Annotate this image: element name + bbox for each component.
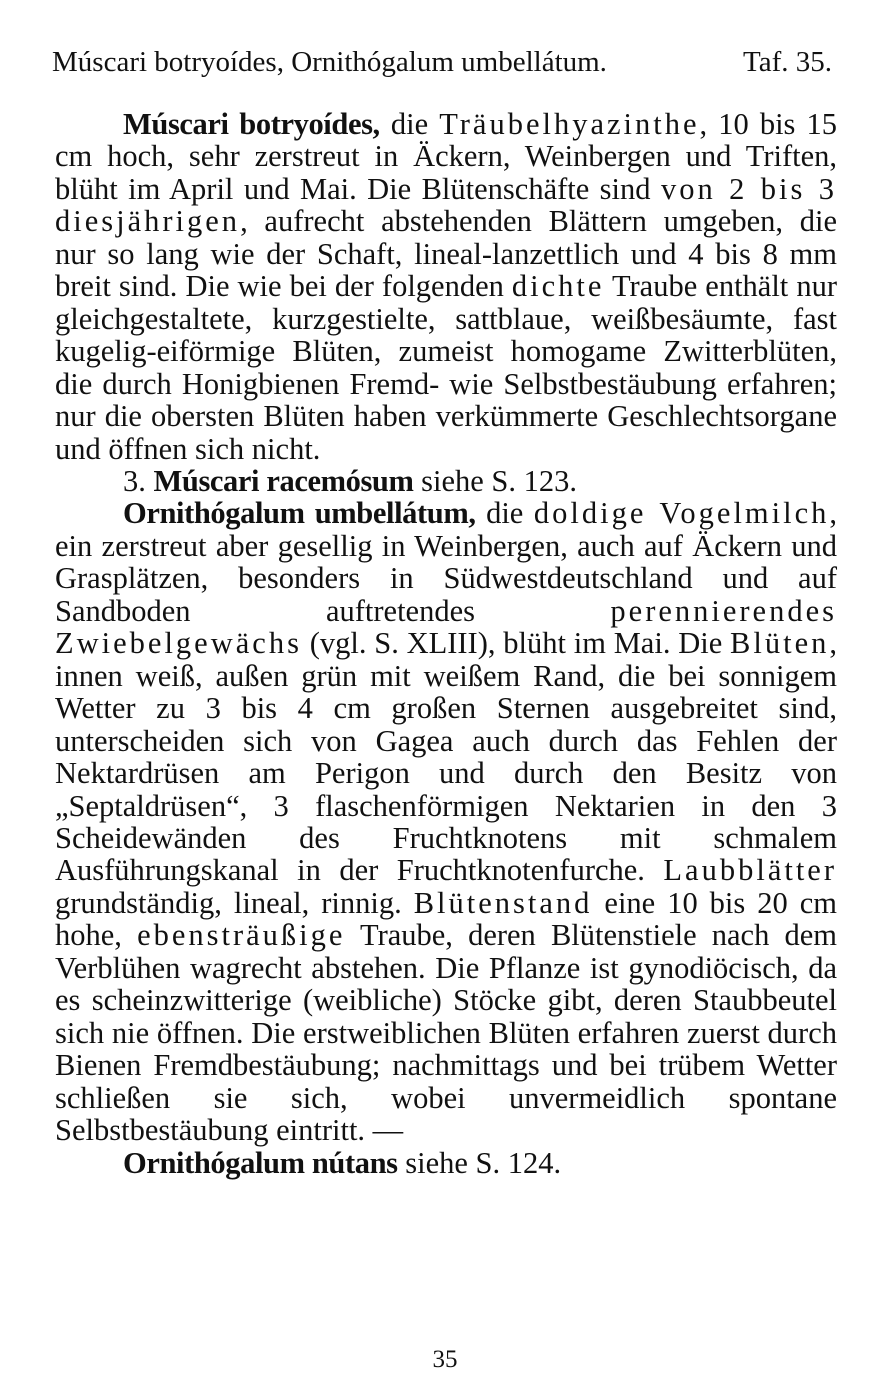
entry-muscari-racemosum: 3. Múscari racemósum siehe S. 123. <box>123 463 578 498</box>
entry-ornithogalum-nutans: Ornithógalum nútans siehe S. 124. <box>123 1145 562 1180</box>
species-name: Ornithógalum nútans <box>123 1145 398 1180</box>
spaced-emphasis: dichte <box>511 269 605 304</box>
spaced-emphasis: perennierendes Zwiebelgewächs <box>55 593 837 661</box>
species-name: Múscari racemósum <box>153 463 414 498</box>
running-title: Múscari botryoídes, Ornithógalum umbellátum. <box>52 46 607 78</box>
entry-muscari-botryoides: Múscari botryoídes, die Träubelhyazinthe, 10 bis 15 cm hoch, sehr zerstreut in Äckern, Weinbergen und Triften, blüht im April und Mai. Die Blütenschäfte sind von 2 bis 3 diesjährigen, aufrecht abstehenden Blättern umgeben, die nur so lang wie der Schaft, lineal-lanzettlich und 4 bis 8 mm breit sind. Die wie bei der folgenden dichte Traube enthält nur gleichgestaltete, kurzgestielte, sattblaue, weißbesäumte, fast kugelig-eiförmige Blüten, zumeist homogame Zwitterblüten, die durch Honigbienen Fremd- wie Selbstbestäubung erfahren; nur die obersten Blüten haben verkümmerte Geschlechtsorgane und öffnen sich nicht. <box>55 107 838 466</box>
spaced-emphasis: doldige Vogelmilch <box>533 496 830 531</box>
body-text <box>55 108 837 1179</box>
spaced-emphasis: ebensträußige <box>137 918 346 953</box>
entry-number: 3. <box>123 463 146 498</box>
page-number: 35 <box>432 1346 458 1373</box>
spaced-emphasis: Blütenstand <box>413 885 593 920</box>
entry-ornithogalum-umbellatum: Ornithógalum umbellátum, die doldige Vogelmilch, ein zerstreut aber gesellig in Weinbergen, auch auf Äckern und Grasplätzen, besonders in Südwestdeutschland und auf Sandboden auftretendes perennierendes Zwiebelgewächs (vgl. S. XLIII), blüht im Mai. Die Blüten, innen weiß, außen grün mit weißem Rand, die bei sonnigem Wetter zu 3 bis 4 cm großen Sternen ausgebreitet sind, unterscheiden sich von Gagea auch durch das Fehlen der Nektardrüsen am Perigon und durch den Besitz von „Septaldrüsen“, 3 flaschenförmigen Nektarien in den 3 Scheidewänden des Fruchtknotens mit schmalem Ausführungskanal in der Fruchtknotenfurche. Laubblätter grundständig, lineal, rinnig. Blütenstand eine 10 bis 20 cm hohe, ebensträußige Traube, deren Blütenstiele nach dem Verblühen wagrecht abstehen. Die Pflanze ist gynodiöcisch, da es scheinzwitterige (weibliche) Stöcke gibt, deren Staubbeutel sich nie öffnen. Die erstweiblichen Blüten erfahren zuerst durch Bienen Fremdbestäubung; nachmittags und bei trübem Wetter schließen sie sich, wobei unvermeidlich spontane Selbstbestäubung eintritt. — <box>55 496 838 1148</box>
spaced-emphasis: Träubelhyazinthe <box>439 107 700 141</box>
spaced-emphasis: Blüten <box>730 626 830 661</box>
spaced-emphasis: von 2 bis 3 diesjährigen <box>55 171 838 239</box>
plate-number: Taf. 35. <box>743 46 832 78</box>
running-head <box>52 44 832 80</box>
species-name: Múscari botryoídes, <box>123 107 380 141</box>
species-name: Ornithógalum umbellátum, <box>123 496 476 531</box>
spaced-emphasis: Laubblätter <box>663 853 837 888</box>
